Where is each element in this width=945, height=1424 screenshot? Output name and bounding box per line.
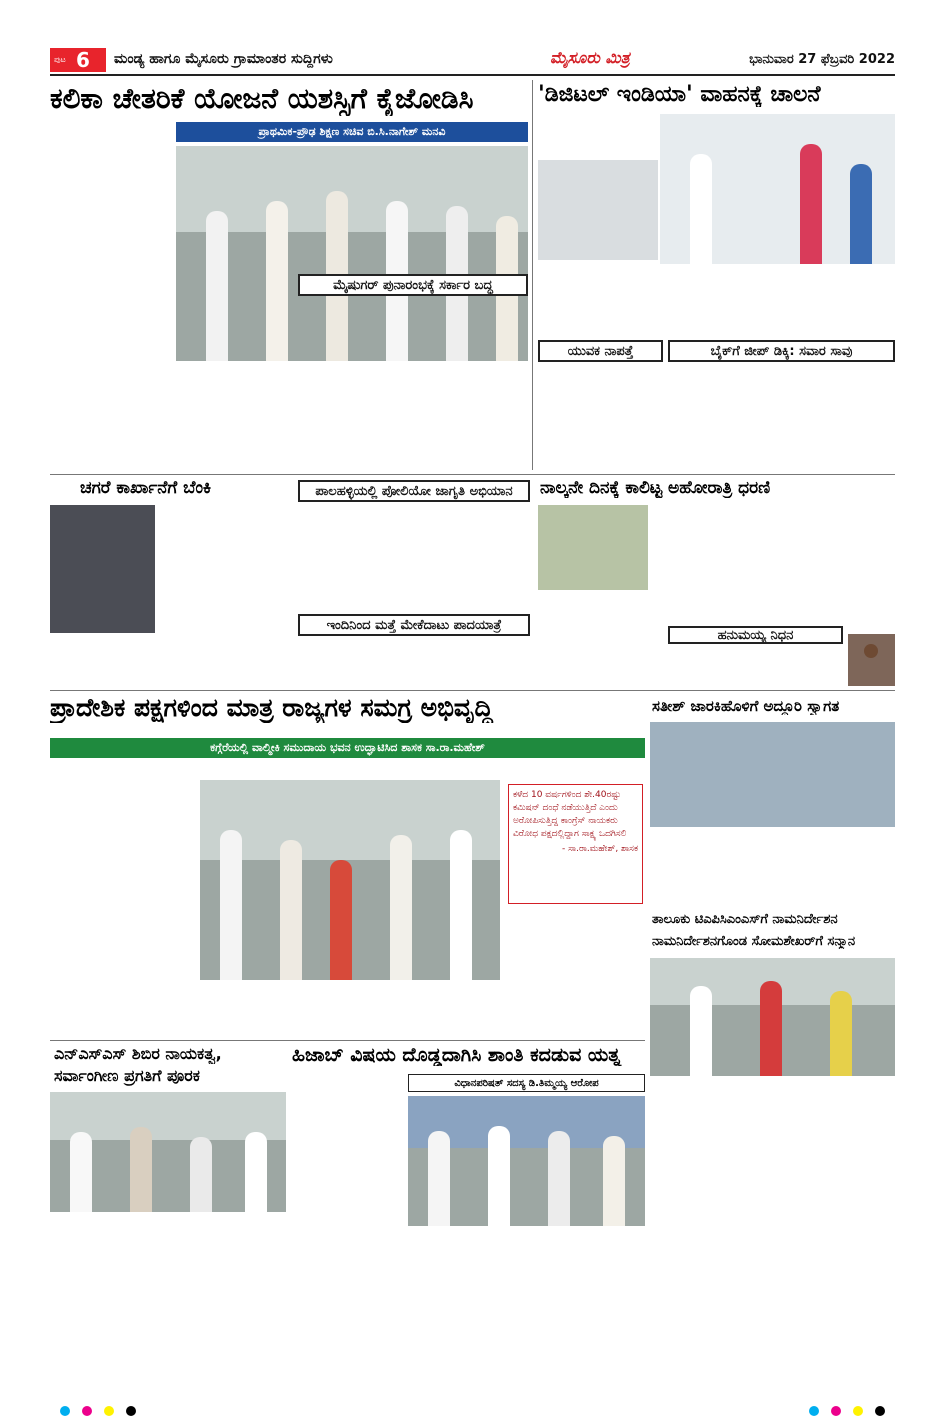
tapcms-photo	[650, 958, 895, 1076]
nss-body	[50, 1216, 286, 1382]
satish-headline: ಸತೀಶ್ ಜಾರಕಿಹೊಳಿಗೆ ಅದ್ದೂರಿ ಸ್ವಾಗತ	[652, 697, 840, 715]
mekedatu-headline: ಇಂದಿನಿಂದ ಮತ್ತೆ ಮೇಕೆದಾಟು ಪಾದಯಾತ್ರೆ	[298, 614, 530, 636]
regional-band: ಕಗ್ಗೆರೆಯಲ್ಲಿ ವಾಲ್ಮೀಕಿ ಸಮುದಾಯ ಭವನ ಉದ್ಘಾಟಿಸಿದ ಶಾಸಕ ಸಾ.ರಾ.ಮಹೇಶ್	[50, 738, 645, 758]
bike-body	[668, 366, 895, 470]
dharani-headline: ನಾಲ್ಕನೇ ದಿನಕ್ಕೆ ಕಾಲಿಟ್ಟ ಅಹೋರಾತ್ರಿ ಧರಣಿ	[540, 478, 771, 498]
regional-photo	[200, 780, 500, 980]
mekedatu-body	[298, 640, 530, 688]
kalika-body-col1	[50, 122, 170, 470]
factory-headline: ಚಗರೆ ಕಾರ್ಖಾನೆಗೆ ಬೆಂಕಿ	[80, 478, 211, 498]
nss-photo	[50, 1092, 286, 1212]
hanumaiah-body	[652, 646, 844, 688]
youth-body	[538, 366, 663, 470]
kalika-body-col2	[176, 366, 286, 470]
hijab-photo	[408, 1096, 645, 1226]
nss-headline2: ಸರ್ವಾಂಗೀಣ ಪ್ರಗತಿಗೆ ಪೂರಕ	[54, 1066, 200, 1085]
dharani-body	[652, 505, 895, 625]
hijab-headline: ಹಿಜಾಬ್ ವಿಷಯ ದೊಡ್ಡದಾಗಿಸಿ ಶಾಂತಿ ಕದಡುವ ಯತ್ನ	[292, 1044, 621, 1066]
page-number: 6	[76, 48, 90, 72]
digital-photo	[660, 114, 895, 264]
regional-headline: ಪ್ರಾದೇಶಿಕ ಪಕ್ಷಗಳಿಂದ ಮಾತ್ರ ರಾಜ್ಯಗಳ ಸಮಗ್ರ ಅಭಿವೃದ್ಧಿ	[50, 693, 493, 722]
polio-headline: ಪಾಲಹಳ್ಳಿಯಲ್ಲಿ ಪೋಲಿಯೋ ಜಾಗೃತಿ ಅಭಿಯಾನ	[298, 480, 530, 502]
bike-headline: ಬೈಕ್‌ಗೆ ಜೀಪ್ ಡಿಕ್ಕಿ: ಸವಾರ ಸಾವು	[668, 340, 895, 362]
hanumaiah-headline: ಹನುಮಯ್ಯ ನಿಧನ	[668, 626, 843, 644]
regional-body-col2	[200, 984, 645, 1034]
tapcms-body	[650, 1080, 895, 1382]
nss-headline: ಎನ್‌ಎಸ್‌ಎಸ್ ಶಿಬಿರ ನಾಯಕತ್ವ,	[54, 1044, 222, 1063]
kalika-band: ಪ್ರಾಥಮಿಕ-ಪ್ರೌಢ ಶಿಕ್ಷಣ ಸಚಿವ ಬಿ.ಸಿ.ನಾಗೇಶ್ ಮನವಿ	[176, 122, 528, 142]
masthead	[50, 46, 895, 76]
digital-van-photo	[538, 160, 658, 260]
section-title: ಮಂಡ್ಯ ಹಾಗೂ ಮೈಸೂರು ಗ್ರಾಮಾಂತರ ಸುದ್ದಿಗಳು	[114, 51, 333, 67]
satish-body	[650, 830, 895, 900]
hijab-body-col1	[292, 1074, 402, 1382]
digital-headline: 'ಡಿಜಿಟಲ್ ಇಂಡಿಯಾ' ವಾಹನಕ್ಕೆ ಚಾಲನೆ	[538, 82, 821, 107]
paper-date: ಭಾನುವಾರ 27 ಫೆಬ್ರವರಿ 2022	[749, 52, 895, 67]
hijab-band: ವಿಧಾನಪರಿಷತ್ ಸದಸ್ಯ ಡಿ.ತಿಮ್ಮಯ್ಯ ಆರೋಪ	[408, 1074, 645, 1092]
regional-quote-author: - ಸಾ.ರಾ.ಮಹೇಶ್, ಶಾಸಕ	[562, 844, 638, 854]
registration-marks-right	[809, 1406, 885, 1416]
registration-marks-left	[60, 1406, 136, 1416]
youth-headline: ಯುವಕ ನಾಪತ್ತೆ	[538, 340, 663, 362]
mysugar-body	[298, 300, 528, 440]
satish-photo	[650, 722, 895, 827]
page-label: ಪುಟ	[54, 55, 66, 64]
dharani-body2	[538, 594, 648, 688]
regional-quote-text: ಕಳೆದ 10 ವರ್ಷಗಳಿಂದ ಶೇ.40ರಷ್ಟು ಕಮಿಷನ್ ದಂಧೆ ನಡೆಯುತ್ತಿದೆ ಎಂದು ಅರೋಪಿಸುತ್ತಿದ್ದ ಕಾಂಗ್ರೆಸ್ ನಾಯಕರು ವಿರೋಧ ಪಕ್ಷದಲ್ಲಿದ್ದಾಗ ಸಾಕ್ಷ್ಯ ಒದಗಿಸಲಿ	[513, 790, 627, 839]
polio-body	[298, 504, 530, 614]
regional-quote	[508, 784, 643, 904]
hijab-body-col2	[408, 1230, 645, 1382]
tapcms-subhead: ನಾಮನಿರ್ದೇಶನಗೊಂಡ ಸೋಮಶೇಖರ್‌ಗೆ ಸನ್ಮಾನ	[652, 934, 856, 949]
factory-body	[50, 500, 290, 688]
dharani-photo	[538, 505, 648, 590]
regional-body-col1	[50, 762, 190, 1032]
paper-name: ಮೈಸೂರು ಮಿತ್ರ	[550, 48, 630, 67]
kalika-headline: ಕಲಿಕಾ ಚೇತರಿಕೆ ಯೋಜನೆ ಯಶಸ್ಸಿಗೆ ಕೈಜೋಡಿಸಿ	[50, 82, 474, 115]
page-number-badge	[50, 48, 106, 72]
mysugar-headline: ಮೈಷುಗರ್ ಪುನಾರಂಭಕ್ಕೆ ಸರ್ಕಾರ ಬದ್ಧ	[298, 274, 528, 296]
hanumaiah-photo	[848, 634, 895, 686]
tapcms-headline: ತಾಲೂಕು ಟಿಎಪಿಸಿಎಂಎಸ್‌ಗೆ ನಾಮನಿರ್ದೇಶನ	[652, 912, 838, 927]
